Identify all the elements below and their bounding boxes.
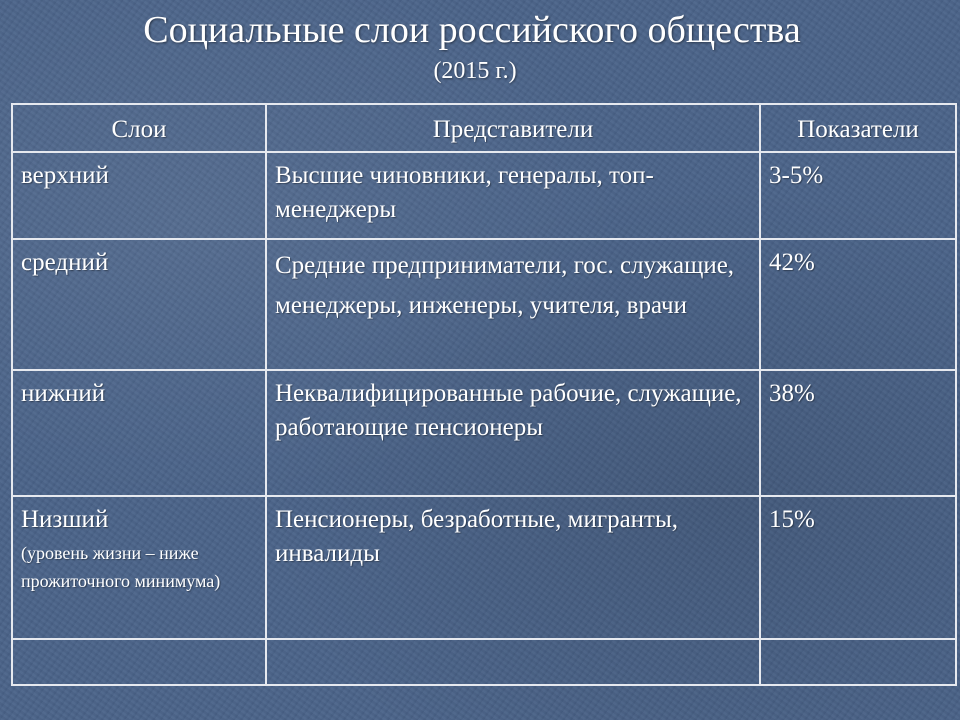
indicator-cell: 15% [760,496,956,639]
indicator-cell: 38% [760,370,956,496]
table-row [12,152,956,239]
slide-subtitle: (2015 г.) [433,58,517,84]
table-row [12,496,956,639]
representatives-cell: Средние предприниматели, гос. служащие, менеджеры, инженеры, учителя, врачи [266,239,760,370]
table-row [12,370,956,496]
slide-title: Социальные слои российского общества [143,9,801,51]
indicator-cell [760,639,956,685]
table-row-empty [12,639,956,685]
layer-note: (уровень жизни – ниже прожиточного минимума) [21,543,221,591]
representatives-cell: Пенсионеры, безработные, мигранты, инвалиды [266,496,760,639]
header-layers: Слои [12,104,266,152]
layer-name: Низший [21,506,109,533]
layer-name: верхний [21,162,109,189]
representatives-cell: Неквалифицированные рабочие, служащие, работающие пенсионеры [266,370,760,496]
indicator-cell: 3-5% [760,152,956,239]
header-indicators: Показатели [760,104,956,152]
layer-name: нижний [21,380,106,407]
layer-name: средний [21,249,109,276]
layer-cell [12,152,266,239]
table-header-row [12,104,956,152]
social-layers-table [11,103,957,686]
representatives-cell: Высшие чиновники, генералы, топ-менеджеры [266,152,760,239]
layer-cell [12,496,266,639]
representatives-cell [266,639,760,685]
indicator-cell: 42% [760,239,956,370]
header-representatives: Представители [266,104,760,152]
layer-cell [12,370,266,496]
table-row [12,239,956,370]
layer-cell [12,239,266,370]
layer-cell [12,639,266,685]
